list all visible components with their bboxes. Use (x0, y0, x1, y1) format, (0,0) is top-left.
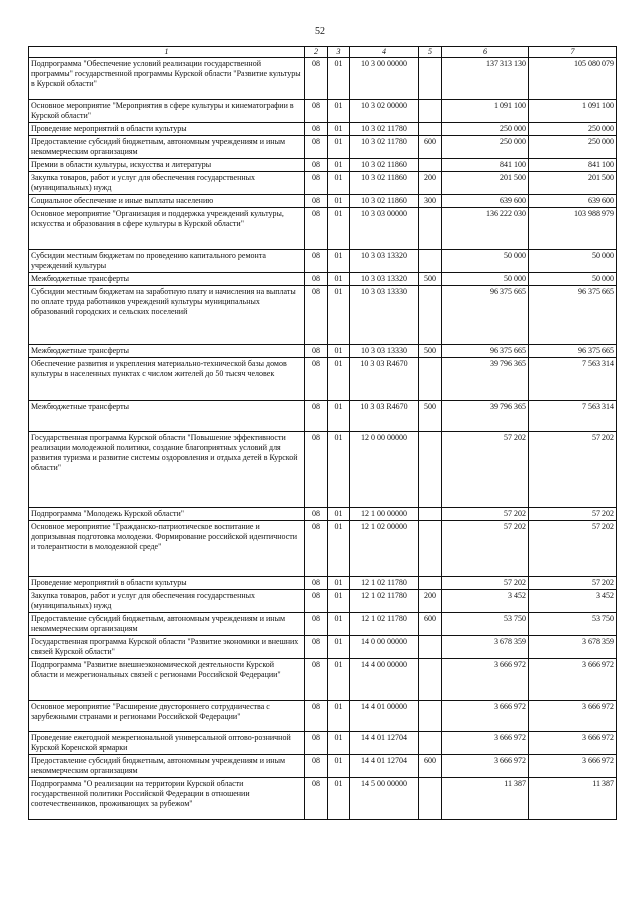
cell-target-article: 12 1 02 11780 (350, 613, 419, 636)
cell-name: Предоставление субсидий бюджетным, автономным учреждениям и иным некоммерческим организациям (29, 613, 305, 636)
table-row (29, 345, 617, 358)
table-row (29, 401, 617, 432)
cell-amount-year-2: 3 666 972 (529, 755, 617, 778)
cell-expense-type (419, 701, 442, 732)
cell-amount-year-2: 250 000 (529, 123, 617, 136)
cell-subsection: 01 (328, 273, 350, 286)
table-row (29, 195, 617, 208)
cell-section: 08 (305, 636, 328, 659)
cell-section: 08 (305, 732, 328, 755)
budget-table (28, 46, 617, 820)
cell-expense-type (419, 123, 442, 136)
cell-subsection: 01 (328, 58, 350, 100)
table-row (29, 286, 617, 345)
cell-expense-type: 200 (419, 590, 442, 613)
cell-section: 08 (305, 401, 328, 432)
cell-amount-year-1: 250 000 (442, 136, 529, 159)
cell-section: 08 (305, 577, 328, 590)
table-row (29, 250, 617, 273)
table-row (29, 208, 617, 250)
cell-name: Государственная программа Курской области "Повышение эффективности реализации молодежной политики, создание благоприятных условий для развития туризма и развитие системы оздоровления и отдыха детей в Курской области" (29, 432, 305, 508)
cell-target-article: 14 4 01 12704 (350, 732, 419, 755)
cell-amount-year-2: 1 091 100 (529, 100, 617, 123)
cell-amount-year-2: 105 080 079 (529, 58, 617, 100)
cell-amount-year-2: 201 500 (529, 172, 617, 195)
cell-expense-type: 300 (419, 195, 442, 208)
cell-name: Предоставление субсидий бюджетным, автономным учреждениям и иным некоммерческим организациям (29, 755, 305, 778)
table-row (29, 521, 617, 577)
cell-name: Обеспечение развития и укрепления материально-технической базы домов культуры в населенных пунктах с числом жителей до 50 тысяч человек (29, 358, 305, 401)
cell-amount-year-1: 3 452 (442, 590, 529, 613)
header-col-4: 4 (350, 47, 419, 58)
cell-amount-year-1: 39 796 365 (442, 358, 529, 401)
table-row (29, 273, 617, 286)
cell-amount-year-1: 136 222 030 (442, 208, 529, 250)
table-header-row (29, 47, 617, 58)
cell-target-article: 10 3 03 13320 (350, 273, 419, 286)
cell-name: Основное мероприятие "Организация и поддержка учреждений культуры, искусства и образования в сфере культуры в Курской области" (29, 208, 305, 250)
cell-target-article: 14 0 00 00000 (350, 636, 419, 659)
table-row (29, 732, 617, 755)
cell-target-article: 10 3 03 13320 (350, 250, 419, 273)
cell-section: 08 (305, 100, 328, 123)
table-row (29, 755, 617, 778)
cell-amount-year-2: 7 563 314 (529, 401, 617, 432)
cell-amount-year-2: 3 666 972 (529, 701, 617, 732)
table-row (29, 613, 617, 636)
cell-expense-type: 600 (419, 755, 442, 778)
cell-target-article: 14 4 01 12704 (350, 755, 419, 778)
cell-subsection: 01 (328, 208, 350, 250)
cell-subsection: 01 (328, 613, 350, 636)
table-row (29, 358, 617, 401)
cell-amount-year-2: 53 750 (529, 613, 617, 636)
cell-expense-type (419, 286, 442, 345)
cell-expense-type: 500 (419, 273, 442, 286)
cell-amount-year-1: 11 387 (442, 778, 529, 820)
cell-name: Закупка товаров, работ и услуг для обеспечения государственных (муниципальных) нужд (29, 590, 305, 613)
cell-target-article: 10 3 03 13330 (350, 345, 419, 358)
cell-target-article: 12 1 00 00000 (350, 508, 419, 521)
cell-subsection: 01 (328, 286, 350, 345)
cell-amount-year-2: 50 000 (529, 273, 617, 286)
cell-section: 08 (305, 208, 328, 250)
cell-amount-year-1: 3 666 972 (442, 755, 529, 778)
cell-target-article: 10 3 03 00000 (350, 208, 419, 250)
cell-expense-type (419, 58, 442, 100)
cell-expense-type (419, 508, 442, 521)
cell-subsection: 01 (328, 159, 350, 172)
table-row (29, 577, 617, 590)
cell-amount-year-1: 57 202 (442, 521, 529, 577)
cell-name: Социальное обеспечение и иные выплаты населению (29, 195, 305, 208)
cell-subsection: 01 (328, 172, 350, 195)
cell-target-article: 10 3 02 11860 (350, 172, 419, 195)
cell-amount-year-2: 3 678 359 (529, 636, 617, 659)
cell-amount-year-1: 639 600 (442, 195, 529, 208)
cell-subsection: 01 (328, 345, 350, 358)
table-row (29, 701, 617, 732)
header-col-6: 6 (442, 47, 529, 58)
table-row (29, 636, 617, 659)
cell-name: Межбюджетные трансферты (29, 273, 305, 286)
table-row (29, 159, 617, 172)
cell-amount-year-1: 137 313 130 (442, 58, 529, 100)
cell-amount-year-2: 7 563 314 (529, 358, 617, 401)
header-col-2: 2 (305, 47, 328, 58)
cell-section: 08 (305, 755, 328, 778)
cell-amount-year-1: 3 666 972 (442, 732, 529, 755)
cell-subsection: 01 (328, 123, 350, 136)
cell-target-article: 10 3 03 13330 (350, 286, 419, 345)
cell-expense-type: 500 (419, 401, 442, 432)
cell-amount-year-1: 841 100 (442, 159, 529, 172)
cell-section: 08 (305, 590, 328, 613)
cell-subsection: 01 (328, 636, 350, 659)
cell-target-article: 10 3 02 11780 (350, 136, 419, 159)
cell-subsection: 01 (328, 401, 350, 432)
table-row (29, 123, 617, 136)
cell-subsection: 01 (328, 659, 350, 701)
cell-amount-year-2: 639 600 (529, 195, 617, 208)
cell-target-article: 10 3 03 R4670 (350, 401, 419, 432)
cell-expense-type: 200 (419, 172, 442, 195)
cell-amount-year-1: 3 666 972 (442, 659, 529, 701)
cell-subsection: 01 (328, 136, 350, 159)
cell-amount-year-2: 96 375 665 (529, 345, 617, 358)
cell-amount-year-1: 50 000 (442, 273, 529, 286)
cell-name: Проведение ежегодной межрегиональной универсальной оптово-розничной Курской Коренской ярмарки (29, 732, 305, 755)
cell-section: 08 (305, 521, 328, 577)
cell-subsection: 01 (328, 778, 350, 820)
header-col-5: 5 (419, 47, 442, 58)
table-row (29, 590, 617, 613)
cell-name: Подпрограмма "Молодежь Курской области" (29, 508, 305, 521)
cell-target-article: 14 5 00 00000 (350, 778, 419, 820)
cell-amount-year-1: 57 202 (442, 432, 529, 508)
table-row (29, 432, 617, 508)
cell-name: Межбюджетные трансферты (29, 345, 305, 358)
cell-name: Подпрограмма "Развитие внешнеэкономической деятельности Курской области и межрегиональных связей с регионами Российской Федерации" (29, 659, 305, 701)
cell-target-article: 10 3 02 11780 (350, 123, 419, 136)
cell-expense-type (419, 100, 442, 123)
cell-amount-year-2: 57 202 (529, 432, 617, 508)
cell-target-article: 12 1 02 11780 (350, 590, 419, 613)
cell-name: Предоставление субсидий бюджетным, автономным учреждениям и иным некоммерческим организациям (29, 136, 305, 159)
cell-section: 08 (305, 778, 328, 820)
cell-amount-year-2: 50 000 (529, 250, 617, 273)
cell-name: Подпрограмма "Обеспечение условий реализации государственной программы" государственной программы Курской области "Развитие культуры в Курской области" (29, 58, 305, 100)
cell-amount-year-1: 57 202 (442, 577, 529, 590)
cell-amount-year-2: 250 000 (529, 136, 617, 159)
cell-name: Субсидии местным бюджетам по проведению капитального ремонта учреждений культуры (29, 250, 305, 273)
cell-amount-year-1: 3 678 359 (442, 636, 529, 659)
cell-amount-year-1: 50 000 (442, 250, 529, 273)
cell-name: Подпрограмма "О реализации на территории Курской области государственной политики Российской Федерации в отношении соотечественников, проживающих за рубежом" (29, 778, 305, 820)
cell-section: 08 (305, 701, 328, 732)
header-col-7: 7 (529, 47, 617, 58)
cell-amount-year-2: 57 202 (529, 508, 617, 521)
cell-target-article: 14 4 00 00000 (350, 659, 419, 701)
cell-name: Государственная программа Курской области "Развитие экономики и внешних связей Курской области" (29, 636, 305, 659)
cell-section: 08 (305, 286, 328, 345)
cell-subsection: 01 (328, 508, 350, 521)
cell-section: 08 (305, 195, 328, 208)
cell-subsection: 01 (328, 100, 350, 123)
cell-expense-type: 600 (419, 613, 442, 636)
cell-subsection: 01 (328, 590, 350, 613)
cell-expense-type (419, 778, 442, 820)
cell-subsection: 01 (328, 521, 350, 577)
table-row (29, 778, 617, 820)
cell-target-article: 10 3 03 R4670 (350, 358, 419, 401)
cell-amount-year-2: 3 666 972 (529, 659, 617, 701)
cell-expense-type: 500 (419, 345, 442, 358)
table-row (29, 58, 617, 100)
table-row (29, 659, 617, 701)
cell-section: 08 (305, 613, 328, 636)
cell-subsection: 01 (328, 701, 350, 732)
cell-name: Межбюджетные трансферты (29, 401, 305, 432)
cell-section: 08 (305, 159, 328, 172)
cell-section: 08 (305, 123, 328, 136)
cell-subsection: 01 (328, 755, 350, 778)
cell-name: Субсидии местным бюджетам на заработную плату и начисления на выплаты по оплате труда работников учреждений культуры муниципальных образований городских и сельских поселений (29, 286, 305, 345)
cell-subsection: 01 (328, 195, 350, 208)
cell-expense-type (419, 636, 442, 659)
cell-target-article: 14 4 01 00000 (350, 701, 419, 732)
cell-expense-type (419, 358, 442, 401)
cell-section: 08 (305, 58, 328, 100)
cell-subsection: 01 (328, 432, 350, 508)
cell-name: Основное мероприятие "Расширение двустороннего сотрудничества с зарубежными странами и регионами Российской Федерации" (29, 701, 305, 732)
header-col-1: 1 (29, 47, 305, 58)
cell-target-article: 12 1 02 11780 (350, 577, 419, 590)
cell-expense-type (419, 659, 442, 701)
cell-amount-year-1: 39 796 365 (442, 401, 529, 432)
cell-expense-type (419, 577, 442, 590)
cell-section: 08 (305, 508, 328, 521)
table-row (29, 508, 617, 521)
cell-name: Основное мероприятие "Мероприятия в сфере культуры и кинематографии в Курской области" (29, 100, 305, 123)
cell-section: 08 (305, 432, 328, 508)
cell-target-article: 10 3 02 00000 (350, 100, 419, 123)
cell-subsection: 01 (328, 577, 350, 590)
table-row (29, 100, 617, 123)
cell-name: Основное мероприятие "Гражданско-патриотическое воспитание и допризывная подготовка молодежи. Формирование российской идентичности и толерантности в молодежной среде" (29, 521, 305, 577)
cell-amount-year-1: 3 666 972 (442, 701, 529, 732)
cell-name: Закупка товаров, работ и услуг для обеспечения государственных (муниципальных) нужд (29, 172, 305, 195)
cell-amount-year-2: 11 387 (529, 778, 617, 820)
cell-section: 08 (305, 172, 328, 195)
cell-name: Проведение мероприятий в области культуры (29, 577, 305, 590)
cell-section: 08 (305, 136, 328, 159)
cell-amount-year-1: 201 500 (442, 172, 529, 195)
cell-expense-type (419, 250, 442, 273)
cell-name: Премии в области культуры, искусства и литературы (29, 159, 305, 172)
cell-target-article: 10 3 02 11860 (350, 195, 419, 208)
table-row (29, 172, 617, 195)
cell-expense-type (419, 521, 442, 577)
cell-name: Проведение мероприятий в области культуры (29, 123, 305, 136)
cell-section: 08 (305, 250, 328, 273)
cell-target-article: 10 3 00 00000 (350, 58, 419, 100)
cell-expense-type: 600 (419, 136, 442, 159)
cell-amount-year-1: 1 091 100 (442, 100, 529, 123)
table-row (29, 136, 617, 159)
cell-amount-year-2: 57 202 (529, 521, 617, 577)
cell-subsection: 01 (328, 250, 350, 273)
cell-subsection: 01 (328, 358, 350, 401)
cell-target-article: 12 1 02 00000 (350, 521, 419, 577)
cell-amount-year-1: 96 375 665 (442, 286, 529, 345)
page-number: 52 (315, 26, 325, 37)
cell-amount-year-2: 3 666 972 (529, 732, 617, 755)
cell-amount-year-2: 3 452 (529, 590, 617, 613)
cell-expense-type (419, 208, 442, 250)
cell-amount-year-1: 96 375 665 (442, 345, 529, 358)
cell-amount-year-1: 57 202 (442, 508, 529, 521)
cell-expense-type (419, 159, 442, 172)
cell-expense-type (419, 732, 442, 755)
cell-amount-year-2: 103 988 979 (529, 208, 617, 250)
cell-section: 08 (305, 358, 328, 401)
cell-section: 08 (305, 345, 328, 358)
header-col-3: 3 (328, 47, 350, 58)
cell-section: 08 (305, 273, 328, 286)
cell-amount-year-1: 250 000 (442, 123, 529, 136)
cell-target-article: 12 0 00 00000 (350, 432, 419, 508)
cell-amount-year-2: 841 100 (529, 159, 617, 172)
cell-amount-year-2: 57 202 (529, 577, 617, 590)
cell-amount-year-2: 96 375 665 (529, 286, 617, 345)
cell-target-article: 10 3 02 11860 (350, 159, 419, 172)
cell-section: 08 (305, 659, 328, 701)
cell-subsection: 01 (328, 732, 350, 755)
cell-expense-type (419, 432, 442, 508)
cell-amount-year-1: 53 750 (442, 613, 529, 636)
